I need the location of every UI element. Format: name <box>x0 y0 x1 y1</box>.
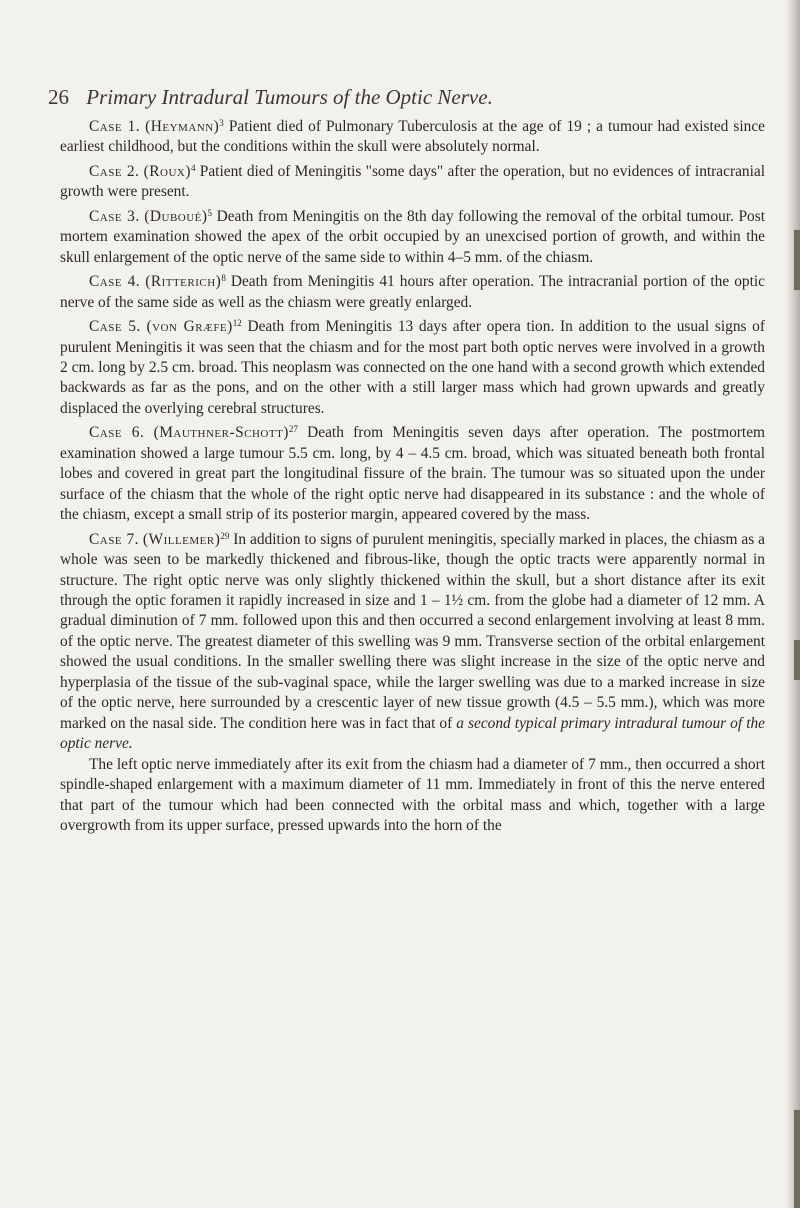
case-author: (Mauthner-Schott) <box>153 424 289 442</box>
case-author: (Ritterich) <box>145 273 222 291</box>
case-label: Case 2. <box>89 162 140 180</box>
case-paragraph <box>60 203 765 268</box>
case-author: (Heymann) <box>145 118 220 135</box>
case-label: Case 1. <box>89 118 141 135</box>
case-text: Death from Meningitis 13 days after opera tion. In addition to the usual signs of purulent Meningitis it was seen that the chiasm and for the most part both optic nerves were involved in a growth 2 cm. long by 2.5 cm. broad. This neoplasm was connected on the one hand with a second growth which extended backwards as far as the pons, and on the other with a still larger mass which had grown upwards and greatly displaced the overlying cerebral structures. <box>60 318 765 417</box>
running-head <box>48 84 768 110</box>
case-author: (Duboué) <box>144 207 208 225</box>
case-label: Case 7. <box>89 530 139 548</box>
case-paragraph <box>60 268 765 313</box>
page-edge-shadow <box>786 0 800 1208</box>
case-paragraph <box>60 113 765 158</box>
reference-number: 4 <box>191 162 196 173</box>
page-edge-mark <box>794 1110 800 1208</box>
reference-number: 12 <box>232 318 242 329</box>
running-title: Primary Intradural Tumours of the Optic Nerve. <box>86 85 493 109</box>
case-text: Patient died of Pulmonary Tuberculosis at the age of 19 ; a tumour had existed since earliest childhood, but the conditions within the skull were absolutely normal. <box>60 118 765 156</box>
case-label: Case 6. <box>89 424 145 442</box>
case-text: Death from Meningitis 41 hours after operation. The intracranial portion of the optic nerve of the same side as well as the chiasm were greatly enlarged. <box>60 273 766 311</box>
reference-number: 27 <box>288 424 298 435</box>
case-author: (Willemer) <box>142 530 221 548</box>
body-text <box>60 113 765 836</box>
case-text: Death from Meningitis seven days after operation. The postmortem examination showed a large tumour 5.5 cm. long, by 4 – 4.5 cm. broad, which was situated beneath both frontal lobes and covered in great part the longitudinal fissure of the brain. The tumour was so situated upon the under surface of the chiasm that the whole of the right optic nerve had disappeared in its substance : and the whole of the chiasm, except a small strip of its posterior margin, appeared covered by the mass. <box>60 424 766 524</box>
case-text: Death from Meningitis on the 8th day following the removal of the orbital tumour. Post mortem examination showed the apex of the orbit occupied by an unexcised portion of growth, and within the skull enlargement of the optic nerve of the same side to within 4–5 mm. of the chiasm. <box>60 207 765 266</box>
reference-number: 3 <box>219 118 224 128</box>
case-paragraph <box>60 419 765 525</box>
reference-number: 8 <box>221 273 226 284</box>
reference-number: 29 <box>220 530 230 541</box>
page-edge-mark <box>794 640 800 680</box>
final-paragraph: The left optic nerve immediately after its exit from the chiasm had a diameter of 7 mm., then occurred a short spindle-shaped enlargement with a maximum diameter of 11 mm. Immediately in front of this the nerve entered that part of the tumour which had been connected with the orbital mass and which, together with a large overgrowth from its upper surface, pressed upwards into the horn of the <box>60 755 765 834</box>
case-paragraph <box>60 313 765 419</box>
case-label: Case 5. <box>89 318 141 336</box>
case-author: (Roux) <box>143 162 192 180</box>
reference-number: 5 <box>207 207 213 218</box>
page-number: 26 <box>48 85 69 109</box>
case-paragraph <box>60 158 765 203</box>
case-text: Patient died of Meningitis "some days" after the operation, but no evidences of intracranial growth were present. <box>60 162 765 201</box>
case-label: Case 4. <box>89 273 141 291</box>
case-italic-text: a second typical primary intradural tumour of the optic nerve. <box>60 714 765 753</box>
case-paragraph <box>60 526 765 755</box>
case-label: Case 3. <box>89 207 140 225</box>
case-author: (von Græfe) <box>146 318 233 336</box>
case-text: In addition to signs of purulent meningitis, specially marked in places, the chiasm as a whole was seen to be markedly thickened and fibrous-like, though the optic tracts were apparently normal in structure. The right optic nerve was only slightly thickened within the skull, but a short distance after its exit through the optic foramen it rapidly increased in size and 1 – 1½ cm. from the globe had a diameter of 12 mm. A gradual diminution of 7 mm. followed upon this and then occurred a second enlargement involving at least 8 mm. of the optic nerve. The greatest diameter of this swelling was 9 mm. Transverse section of the orbital enlargement showed the usual conditions. In the smaller swelling there was slight increase in the size of the optic nerve and hyperplasia of the tissue of the sub-vaginal space, while the larger swelling was due to a marked increase in size of the optic nerve, here surrounded by a crescentic layer of new tissue growth (4.5 – 5.5 mm.), which was more marked on the nasal side. The condition here was in fact that of <box>60 530 765 732</box>
page-edge-mark <box>794 230 800 290</box>
